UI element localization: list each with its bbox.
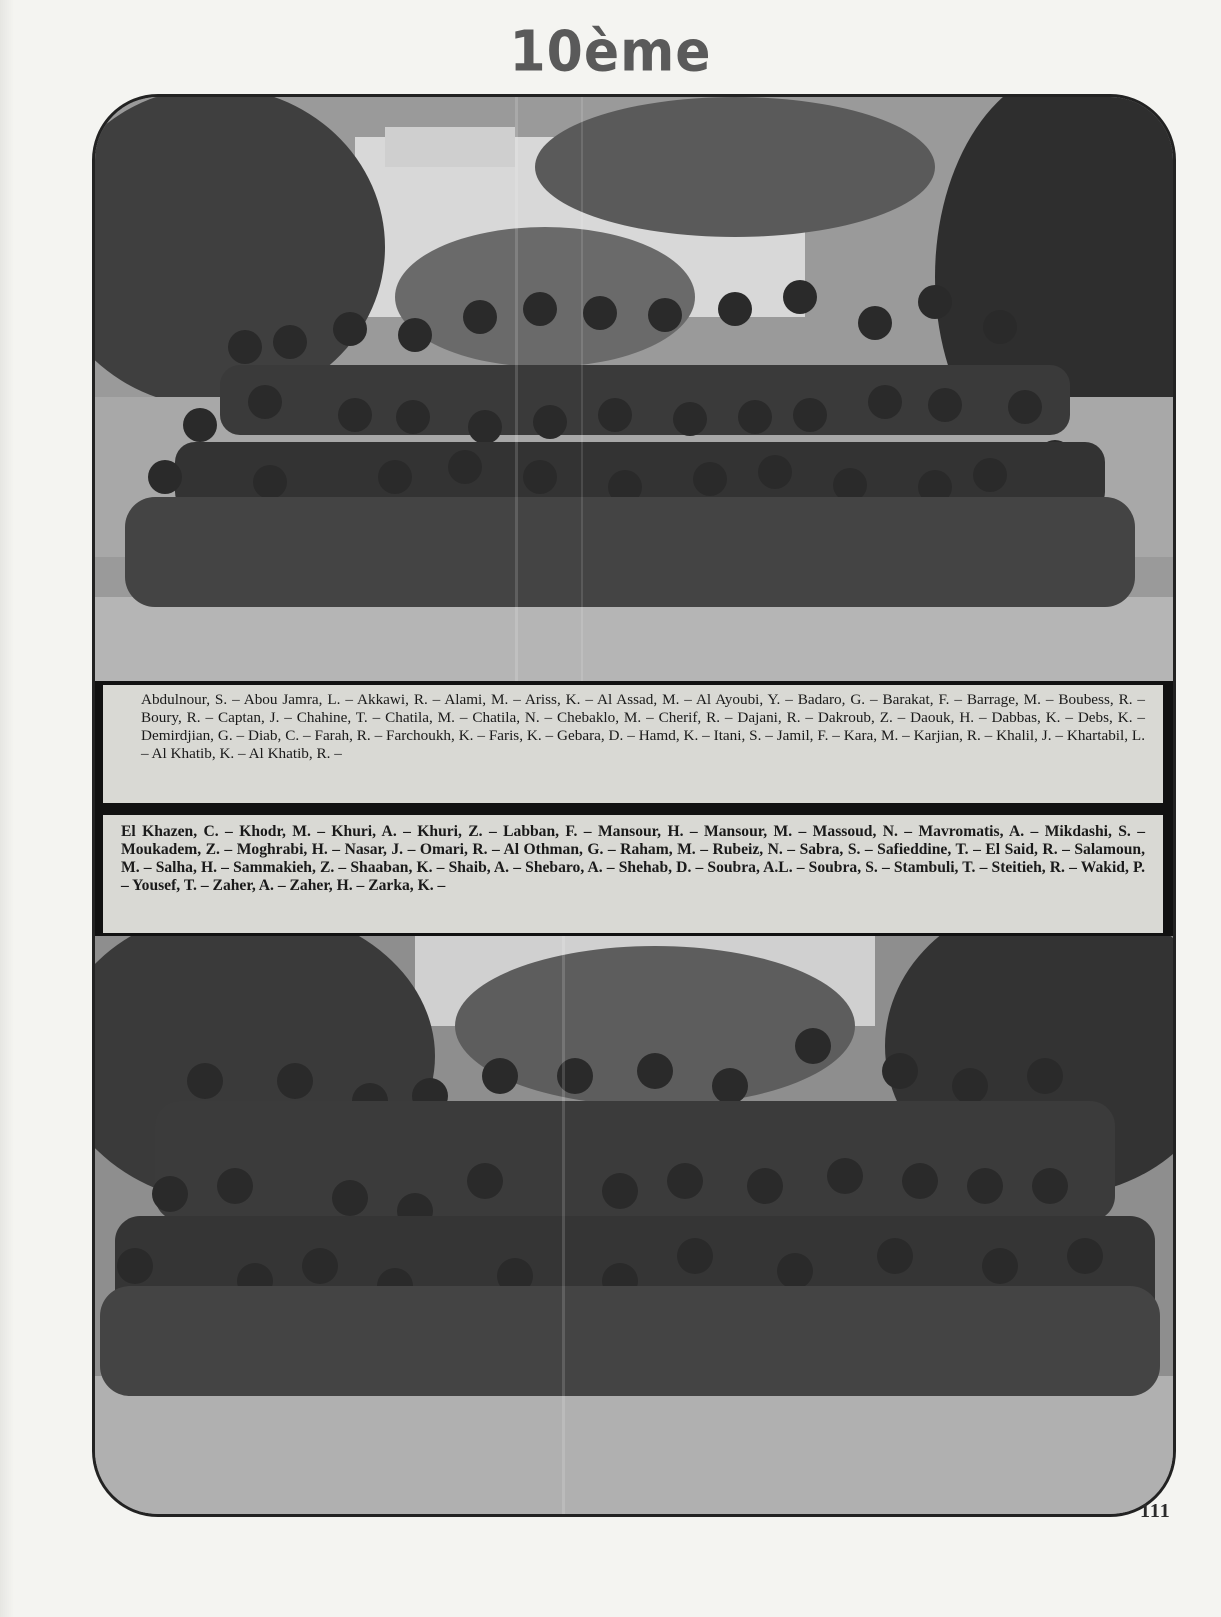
page-number: 111 bbox=[1140, 1500, 1171, 1522]
class-photo-top bbox=[95, 97, 1173, 681]
caption-names-top: Abdulnour, S. – Abou Jamra, L. – Akkawi, R. – Alami, M. – Ariss, K. – Al Assad, M. – Al Ayoubi, Y. – Badaro, G. – Barakat, F. – Barrage, M. – Boubess, R. – Boury, R. – Captan, J. – Chahine, T. – Chatila, M. – Chatila, N. – Chebaklo, M. – Cherif, R. – Dajani, R. – Dakroub, Z. – Daouk, H. – Dabbas, K. – Debs, K. – Demirdjian, G. – Diab, C. – Farah, R. – Farchoukh, K. – Faris, K. – Gebara, D. – Hamd, K. – Itani, S. – Jamil, F. – Kara, M. – Karjian, R. – Khalil, J. – Khartabil, L. – Al Khatib, K. – Al Khatib, R. – bbox=[103, 685, 1163, 803]
page-title: 10ème bbox=[509, 19, 712, 85]
caption-names-bottom: El Khazen, C. – Khodr, M. – Khuri, A. – Khuri, Z. – Labban, F. – Mansour, H. – Mansour, M. – Massoud, N. – Mavromatis, A. – Mikdashi, S. – Moukadem, Z. – Moghrabi, H. – Nasar, J. – Omari, R. – Al Othman, G. – Raham, M. – Rubeiz, N. – Sabra, S. – Safieddine, T. – El Said, R. – Salamoun, M. – Salha, H. – Sammakieh, Z. – Shaaban, K. – Shaib, A. – Shebaro, A. – Shehab, D. – Soubra, A.L. – Soubra, S. – Stambuli, T. – Steitieh, R. – Wakid, P. – Yousef, T. – Zaher, A. – Zaher, H. – Zarka, K. – bbox=[103, 815, 1163, 933]
class-photo-bottom bbox=[95, 936, 1173, 1514]
page-edge bbox=[0, 0, 14, 1617]
photo-frame bbox=[92, 94, 1176, 1517]
